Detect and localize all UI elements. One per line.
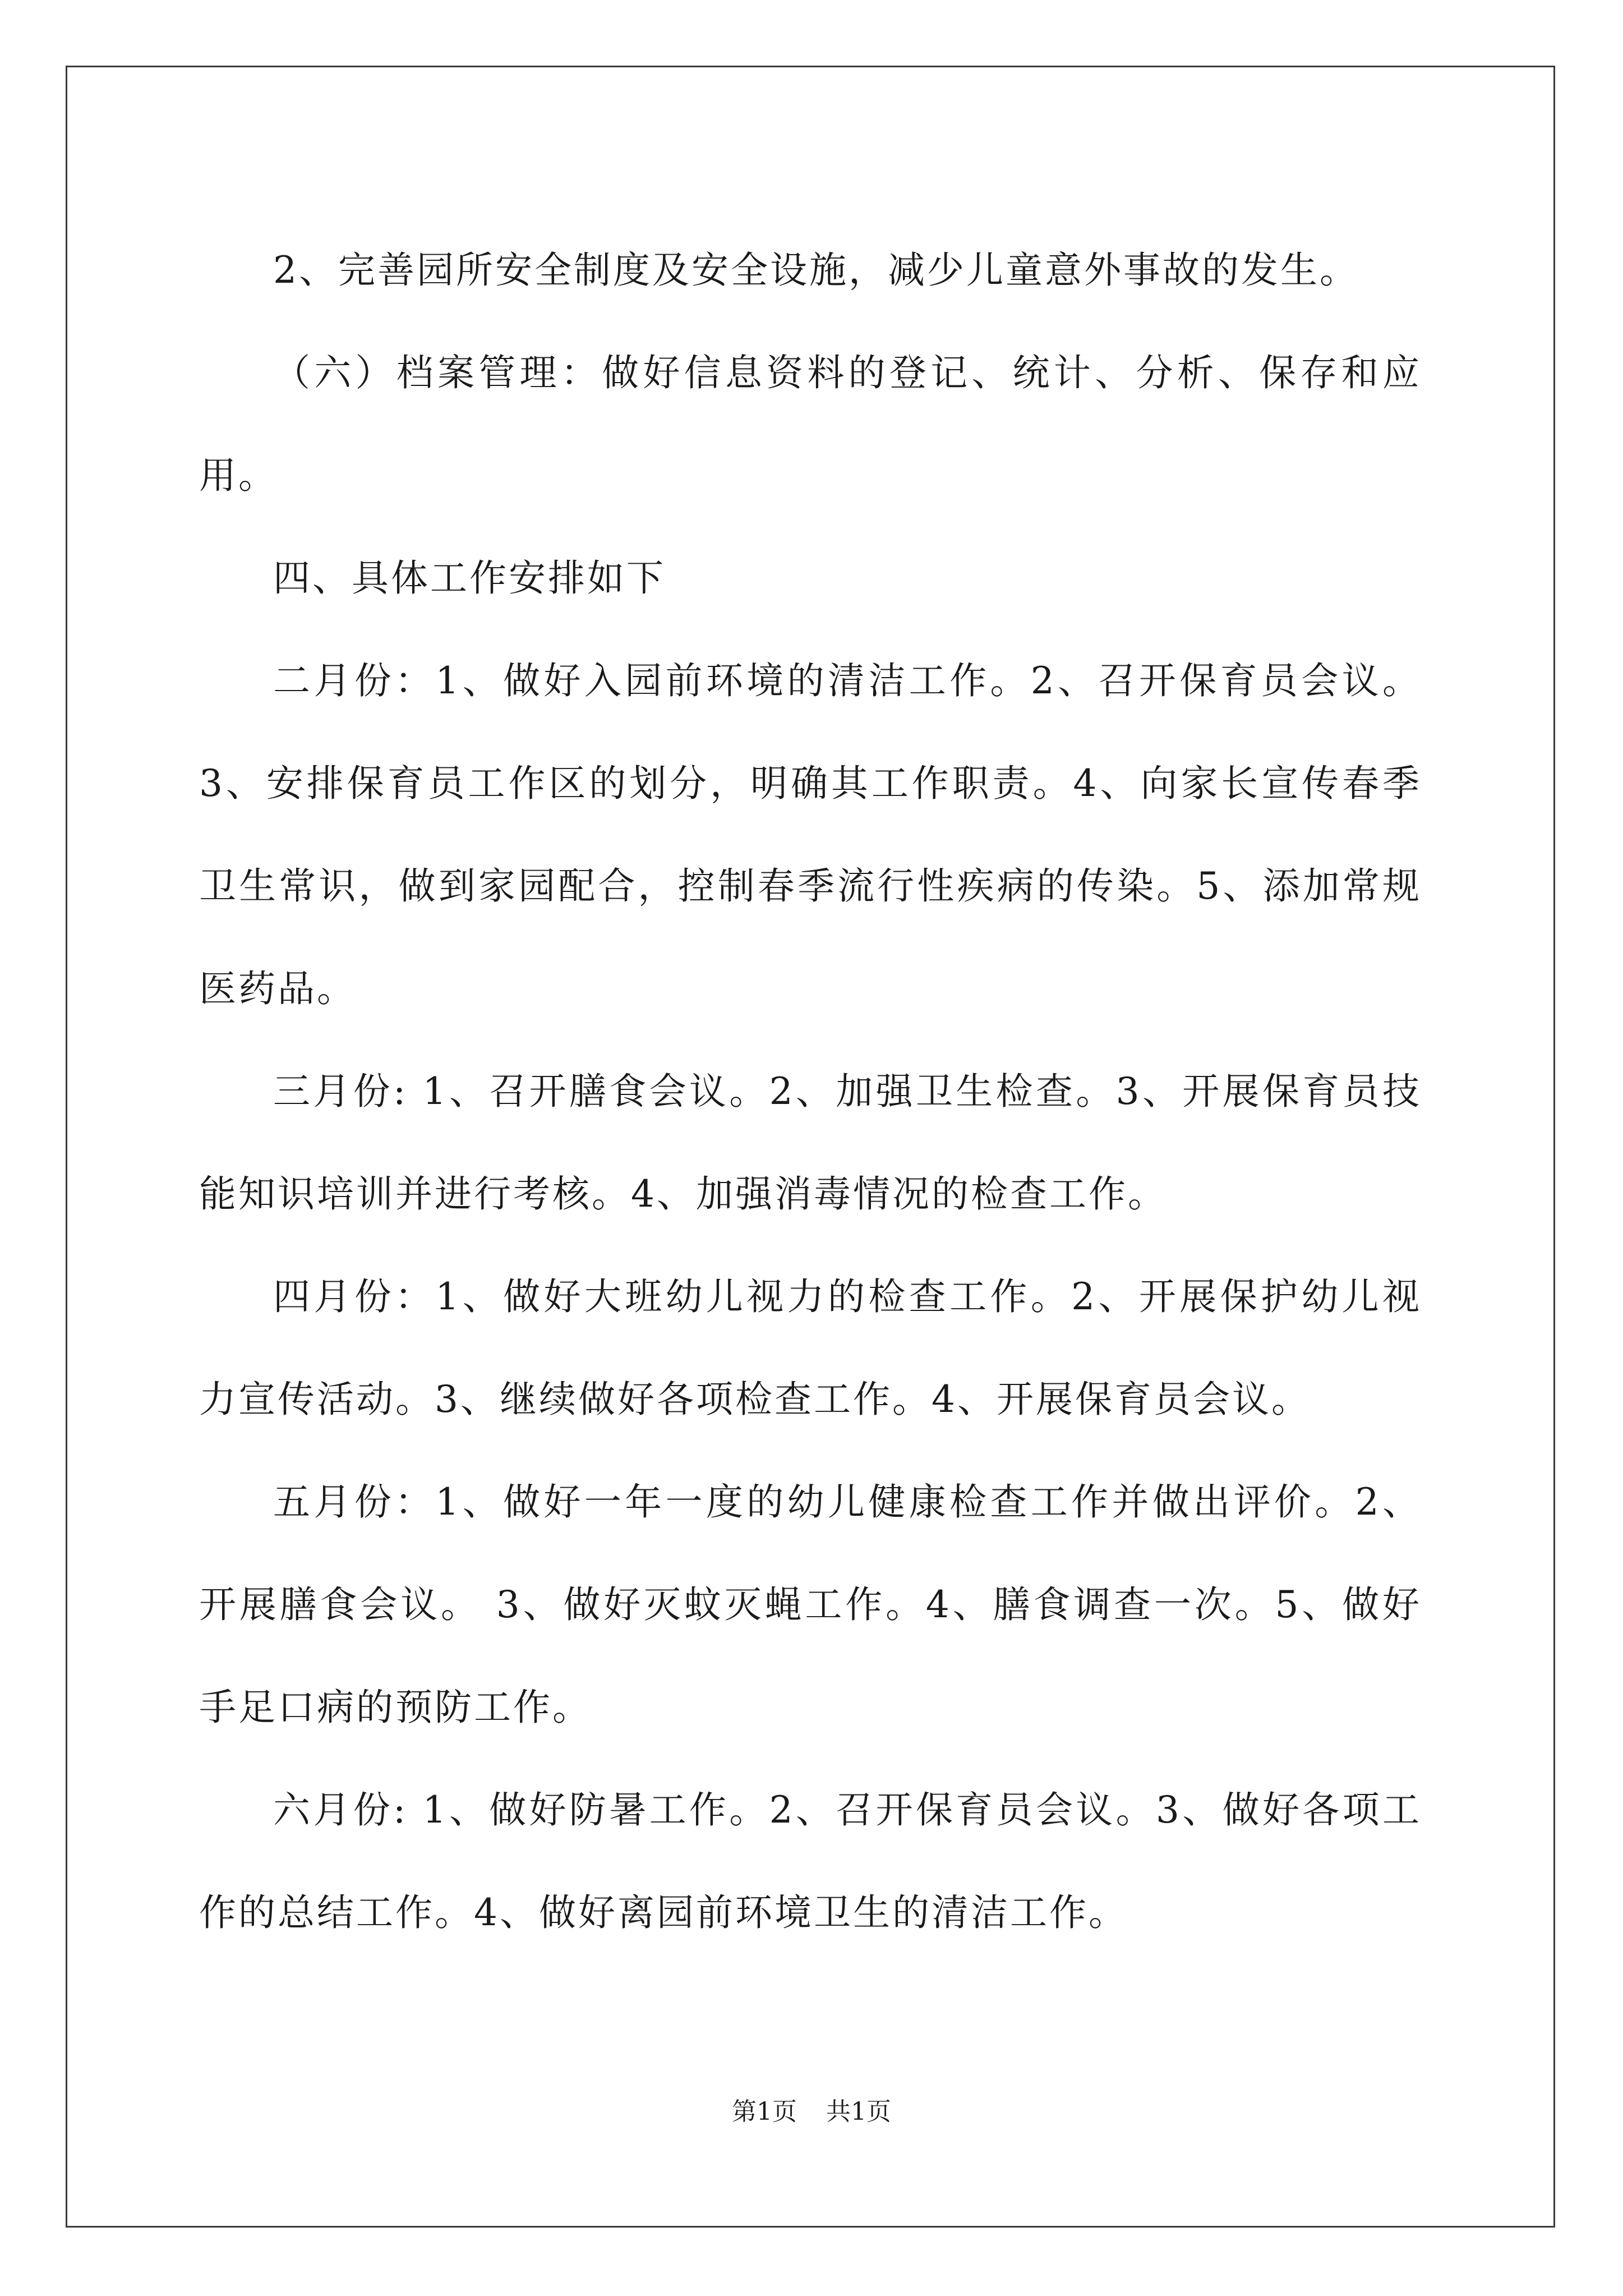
paragraph-may: 五月份：1、做好一年一度的幼儿健康检查工作并做出评价。2、开展膳食会议。 3、做好灭蚊灭蝇工作。4、膳食调查一次。5、做好手足口病的预防工作。 (199, 1480, 1422, 1729)
paragraph-march: 三月份: 1、召开膳食会议。2、加强卫生检查。3、开展保育员技能知识培训并进行考核。4、加强消毒情况的检查工作。 (199, 1070, 1422, 1216)
paragraph-work-schedule-heading: 四、具体工作安排如下 (273, 556, 666, 600)
paragraph-february: 二月份：1、做好入园前环境的清洁工作。2、召开保育员会议。3、安排保育员工作区的划分，明确其工作职责。4、向家长宣传春季卫生常识，做到家园配合，控制春季流行性疾病的传染。5、添加常规医药品。 (199, 659, 1422, 1010)
paragraph-june: 六月份: 1、做好防暑工作。2、召开保育员会议。3、做好各项工作的总结工作。4、做好离园前环境卫生的清洁工作。 (199, 1788, 1422, 1934)
paragraph-archive-management: （六）档案管理：做好信息资料的登记、统计、分析、保存和应用。 (199, 351, 1422, 497)
paragraph-april: 四月份：1、做好大班幼儿视力的检查工作。2、开展保护幼儿视力宣传活动。3、继续做好各项检查工作。4、开展保育员会议。 (199, 1275, 1422, 1421)
document-body (199, 219, 1422, 1964)
page-total: 共1页 (826, 2097, 891, 2126)
page-footer (0, 2095, 1623, 2129)
page-number: 第1页 (732, 2097, 797, 2126)
paragraph-safety-rules: 2、完善园所安全制度及安全设施，减少儿童意外事故的发生。 (273, 249, 1359, 292)
